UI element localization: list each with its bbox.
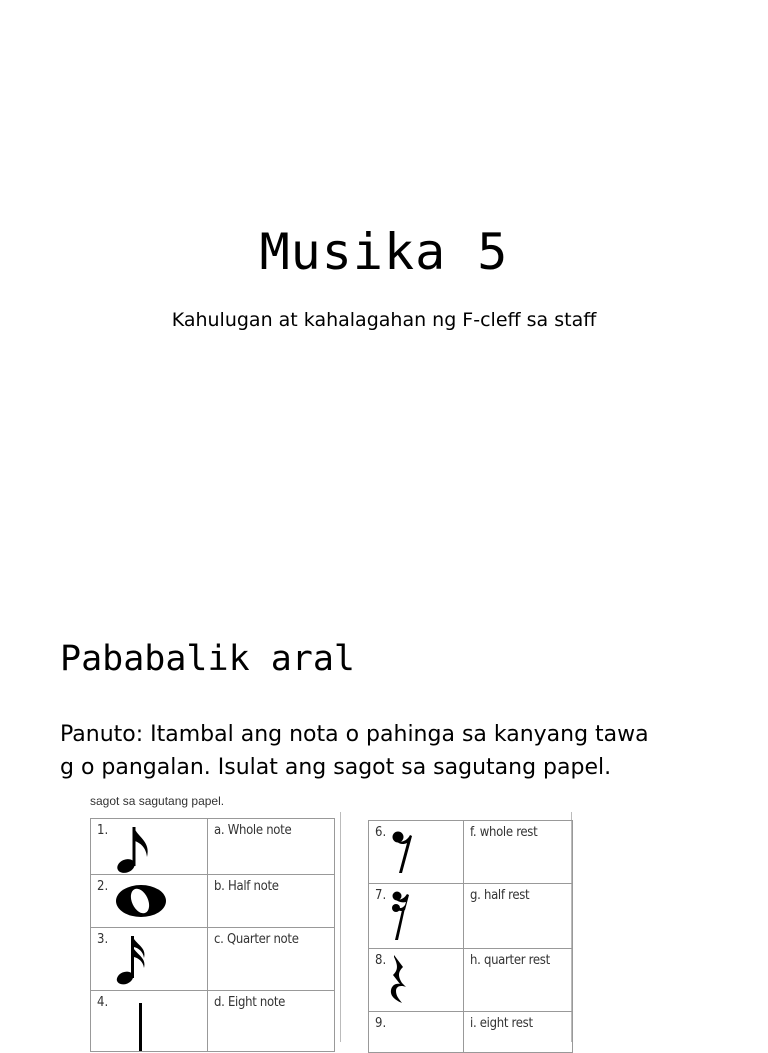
symbol-cell <box>91 819 208 875</box>
answer-cell: h. quarter rest <box>464 949 573 1012</box>
table-row <box>369 949 573 1012</box>
item-number: 8. <box>375 953 387 968</box>
item-number: 3. <box>97 932 109 947</box>
symbol-cell <box>91 875 208 928</box>
table-row <box>91 819 335 875</box>
item-number: 7. <box>375 888 387 903</box>
eighth-rest-icon <box>391 829 415 877</box>
table-row <box>91 928 335 991</box>
worksheet-divider <box>340 812 341 1042</box>
symbol-cell <box>91 991 208 1052</box>
answer-cell: d. Eight note <box>208 991 335 1052</box>
answer-cell: b. Half note <box>208 875 335 928</box>
whole-note-icon <box>115 880 171 920</box>
answer-cell: f. whole rest <box>464 821 573 884</box>
answer-cell: c. Quarter note <box>208 928 335 991</box>
table-row <box>369 884 573 949</box>
table-row <box>369 821 573 884</box>
symbol-cell <box>369 821 464 884</box>
answer-cell: a. Whole note <box>208 819 335 875</box>
item-number: 1. <box>97 823 109 838</box>
symbol-cell <box>369 949 464 1012</box>
matching-table-right <box>368 820 573 1053</box>
symbol-cell <box>369 1012 464 1053</box>
table-row <box>369 1012 573 1053</box>
symbol-cell <box>369 884 464 949</box>
sixteenth-note-icon <box>113 934 157 988</box>
answer-cell: i. eight rest <box>464 1012 573 1053</box>
item-number: 9. <box>375 1016 387 1031</box>
review-heading: Pababalik aral <box>60 639 356 679</box>
quarter-rest-icon <box>385 953 411 1009</box>
item-number: 2. <box>97 879 109 894</box>
instruction-text <box>60 718 720 784</box>
eighth-note-icon <box>113 823 157 875</box>
worksheet-image <box>80 794 580 1032</box>
slide-review <box>0 576 768 1031</box>
symbol-cell <box>91 928 208 991</box>
item-number: 6. <box>375 825 387 840</box>
table-row <box>91 991 335 1052</box>
instruction-line-2: g o pangalan. Isulat ang sagot sa sagutang papel. <box>60 755 612 780</box>
item-number: 4. <box>97 995 109 1010</box>
half-note-icon <box>131 1001 151 1051</box>
instruction-line-1: Panuto: Itambal ang nota o pahinga sa kanyang tawa <box>60 722 649 747</box>
sixteenth-rest-icon <box>389 890 413 944</box>
slide-subtitle: Kahulugan at kahalagahan ng F-cleff sa staff <box>171 309 597 331</box>
worksheet-cut-caption: sagot sa sagutang papel. <box>90 794 225 808</box>
answer-cell: g. half rest <box>464 884 573 949</box>
slide-title-heading: Musika 5 <box>259 223 509 281</box>
table-row <box>91 875 335 928</box>
matching-table-left <box>90 818 335 1052</box>
